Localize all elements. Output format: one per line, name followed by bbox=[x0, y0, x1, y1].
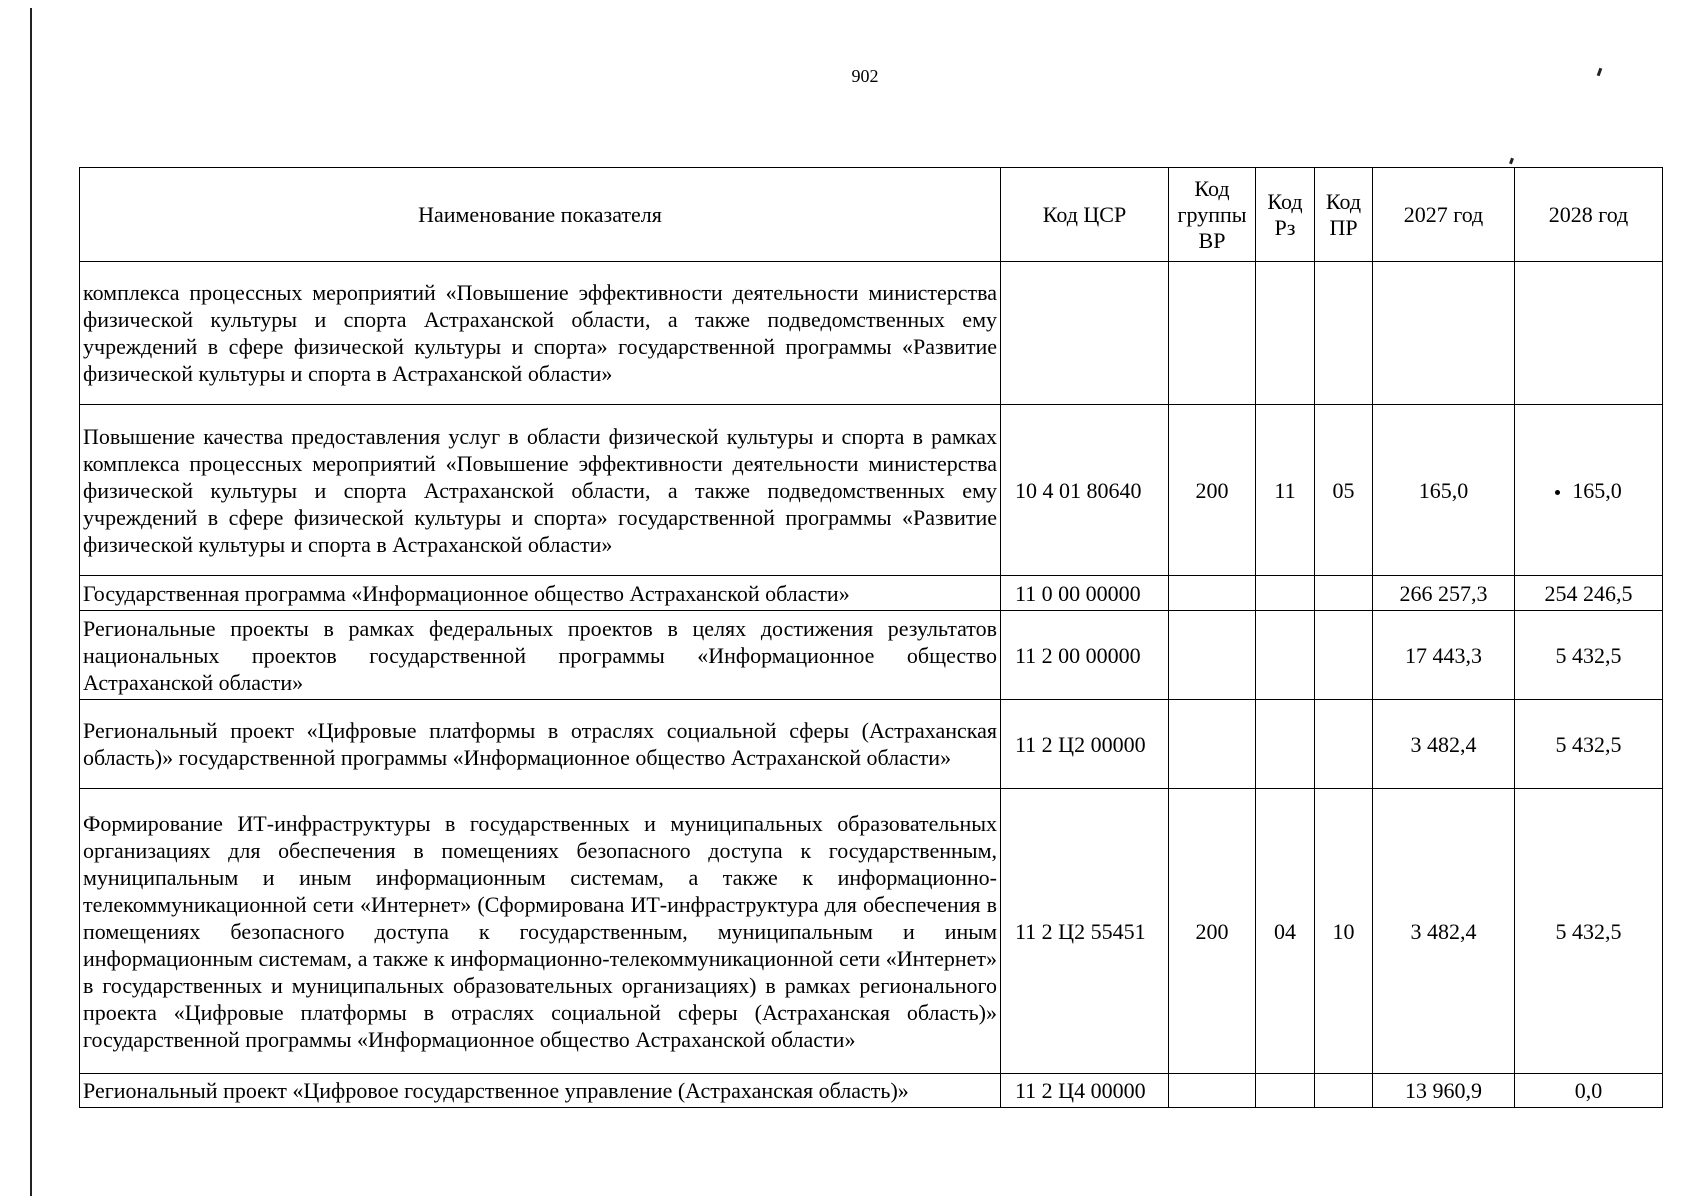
table-row bbox=[80, 1074, 1663, 1108]
value-2028: 165,0 bbox=[1572, 477, 1622, 503]
vr-code bbox=[1169, 576, 1256, 611]
csr-code: 11 2 Ц2 55451 bbox=[1001, 789, 1169, 1074]
rz-code bbox=[1256, 700, 1315, 789]
csr-code: 11 0 00 00000 bbox=[1001, 576, 1169, 611]
indicator-name: Региональный проект «Цифровые платформы в отраслях социальной сферы (Астраханская область)» государственной программы «Информационное общество Астраханской области» bbox=[80, 700, 1001, 789]
left-margin-rule bbox=[30, 8, 32, 1196]
budget-table-container bbox=[79, 167, 1663, 1108]
pr-code bbox=[1315, 262, 1373, 405]
csr-code: 11 2 Ц4 00000 bbox=[1001, 1074, 1169, 1108]
indicator-name: Государственная программа «Информационное общество Астраханской области» bbox=[80, 576, 1001, 611]
header-2027: 2027 год bbox=[1373, 168, 1515, 262]
rz-code bbox=[1256, 1074, 1315, 1108]
pr-code: 05 bbox=[1315, 405, 1373, 576]
value-2028 bbox=[1515, 262, 1663, 405]
csr-code bbox=[1001, 262, 1169, 405]
vr-code bbox=[1169, 1074, 1256, 1108]
scan-mark bbox=[1509, 158, 1514, 165]
value-2027: 3 482,4 bbox=[1373, 700, 1515, 789]
value-2027: 3 482,4 bbox=[1373, 789, 1515, 1074]
scan-dot bbox=[1555, 490, 1560, 495]
indicator-name: комплекса процессных мероприятий «Повышение эффективности деятельности министерства физической культуры и спорта Астраханской области, а также подведомственных ему учреждений в сфере физической культуры и спорта» государственной программы «Развитие физической культуры и спорта в Астраханской области» bbox=[80, 262, 1001, 405]
vr-code: 200 bbox=[1169, 789, 1256, 1074]
pr-code bbox=[1315, 1074, 1373, 1108]
csr-code: 10 4 01 80640 bbox=[1001, 405, 1169, 576]
value-2027: 17 443,3 bbox=[1373, 611, 1515, 700]
value-2027: 165,0 bbox=[1373, 405, 1515, 576]
header-row bbox=[80, 168, 1663, 262]
header-2028: 2028 год bbox=[1515, 168, 1663, 262]
indicator-name: Региональные проекты в рамках федеральных проектов в целях достижения результатов национальных проектов государственной программы «Информационное общество Астраханской области» bbox=[80, 611, 1001, 700]
csr-code: 11 2 00 00000 bbox=[1001, 611, 1169, 700]
rz-code: 11 bbox=[1256, 405, 1315, 576]
pr-code bbox=[1315, 700, 1373, 789]
indicator-name: Формирование ИТ-инфраструктуры в государственных и муниципальных образовательных организациях для обеспечения в помещениях безопасного доступа к государственным, муниципальным и иным информационным системам, а также к информационно-телекоммуникационной сети «Интернет» (Сформирована ИТ-инфраструктура для обеспечения в помещениях безопасного доступа к государственным, муниципальным и иным информационным системам, а также к информационно-телекоммуникационной сети «Интернет» в государственных и муниципальных образовательных организациях) в рамках регионального проекта «Цифровые платформы в отраслях социальной сферы (Астраханская область)» государственной программы «Информационное общество Астраханской области» bbox=[80, 789, 1001, 1074]
pr-code: 10 bbox=[1315, 789, 1373, 1074]
value-2027 bbox=[1373, 262, 1515, 405]
value-2028: 0,0 bbox=[1515, 1074, 1663, 1108]
vr-code bbox=[1169, 611, 1256, 700]
table-row bbox=[80, 576, 1663, 611]
rz-code bbox=[1256, 576, 1315, 611]
pr-code bbox=[1315, 611, 1373, 700]
value-2027: 13 960,9 bbox=[1373, 1074, 1515, 1108]
table-row bbox=[80, 789, 1663, 1074]
table-row bbox=[80, 611, 1663, 700]
header-vr: Код группы ВР bbox=[1169, 168, 1256, 262]
value-2027: 266 257,3 bbox=[1373, 576, 1515, 611]
vr-code bbox=[1169, 262, 1256, 405]
table-row bbox=[80, 700, 1663, 789]
value-2028-cell bbox=[1515, 405, 1663, 576]
indicator-name: Региональный проект «Цифровое государственное управление (Астраханская область)» bbox=[80, 1074, 1001, 1108]
csr-code: 11 2 Ц2 00000 bbox=[1001, 700, 1169, 789]
value-2028: 254 246,5 bbox=[1515, 576, 1663, 611]
header-csr: Код ЦСР bbox=[1001, 168, 1169, 262]
table-row bbox=[80, 405, 1663, 576]
value-2028: 5 432,5 bbox=[1515, 700, 1663, 789]
rz-code: 04 bbox=[1256, 789, 1315, 1074]
rz-code bbox=[1256, 262, 1315, 405]
vr-code bbox=[1169, 700, 1256, 789]
table-row bbox=[80, 262, 1663, 405]
header-rz: Код Рз bbox=[1256, 168, 1315, 262]
vr-code: 200 bbox=[1169, 405, 1256, 576]
header-name: Наименование показателя bbox=[80, 168, 1001, 262]
header-pr: Код ПР bbox=[1315, 168, 1373, 262]
pr-code bbox=[1315, 576, 1373, 611]
value-2028: 5 432,5 bbox=[1515, 611, 1663, 700]
budget-table bbox=[79, 167, 1663, 1108]
rz-code bbox=[1256, 611, 1315, 700]
value-2028: 5 432,5 bbox=[1515, 789, 1663, 1074]
page-number: 902 bbox=[851, 66, 879, 86]
indicator-name: Повышение качества предоставления услуг в области физической культуры и спорта в рамках комплекса процессных мероприятий «Повышение эффективности деятельности министерства физической культуры и спорта Астраханской области, а также подведомственных ему учреждений в сфере физической культуры и спорта» государственной программы «Развитие физической культуры и спорта в Астраханской области» bbox=[80, 405, 1001, 576]
